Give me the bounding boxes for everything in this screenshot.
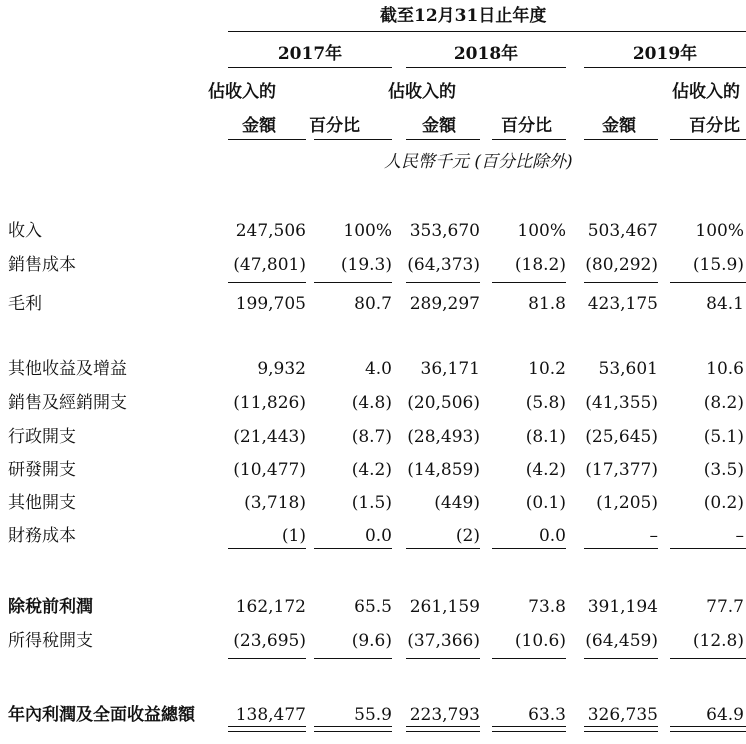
amount-cell: (25,645) [585,427,658,447]
row-label: 銷售成本 [8,255,76,275]
pct-underline-2017 [314,139,392,140]
subtotal-line [584,548,658,549]
pct-underline-2018 [492,139,566,140]
percent-cell: (4.2) [525,460,566,480]
amount-cell: (449) [434,493,480,513]
total-double-line [492,726,566,727]
amount-cell: (80,292) [585,255,658,275]
subtotal-line [228,548,306,549]
amount-underline-2017 [228,139,306,140]
year-header-2018: 2018年 [453,44,519,64]
row-label: 財務成本 [8,526,76,546]
subtotal-line [584,282,658,283]
percent-cell: (4.8) [351,393,392,413]
total-double-line [314,726,392,727]
subtotal-line [492,658,566,659]
percent-cell: 80.7 [354,294,392,314]
year-header-2019: 2019年 [632,44,698,64]
row-label: 行政開支 [8,427,76,447]
year-underline-2017 [228,67,392,68]
total-double-line [228,726,306,727]
percent-cell: (18.2) [514,255,566,275]
pct-header-top-2018: 佔收入的 [388,82,456,102]
year-header-2017: 2017年 [277,44,343,64]
subtotal-line [670,282,746,283]
percent-cell: 77.7 [706,597,744,617]
percent-cell: (15.9) [692,255,744,275]
subtotal-line [492,282,566,283]
year-underline-2019 [584,67,746,68]
pct-underline-2019 [670,139,746,140]
percent-cell: (5.1) [703,427,744,447]
subtotal-line [228,658,306,659]
amount-cell: (1,205) [596,493,658,513]
subtotal-line [406,282,480,283]
total-double-line [492,731,566,732]
subtotal-line [228,282,306,283]
unit-note: 人民幣千元 (百分比除外) [384,152,573,172]
amount-cell: (64,373) [407,255,480,275]
amount-cell: 138,477 [235,705,306,725]
total-double-line [406,731,480,732]
amount-cell: (14,859) [407,460,480,480]
subtotal-line [670,548,746,549]
percent-cell: (0.1) [525,493,566,513]
percent-cell: 10.6 [706,359,744,379]
subtotal-line [406,548,480,549]
amount-cell: (11,826) [233,393,306,413]
row-label: 研發開支 [8,460,76,480]
percent-cell: – [735,526,744,546]
amount-cell: 391,194 [587,597,658,617]
percent-cell: 63.3 [528,705,566,725]
percent-cell: (1.5) [351,493,392,513]
row-label: 銷售及經銷開支 [8,393,127,413]
amount-cell: (47,801) [233,255,306,275]
amount-cell: (1) [281,526,306,546]
subtotal-line [492,548,566,549]
amount-header-2017: 金額 [242,116,276,136]
pct-header-top-2019: 佔收入的 [672,82,740,102]
percent-cell: 65.5 [354,597,392,617]
amount-cell: (10,477) [233,460,306,480]
amount-cell: 503,467 [587,221,658,241]
total-double-line [314,731,392,732]
percent-cell: 73.8 [528,597,566,617]
amount-cell: 326,735 [587,705,658,725]
subtotal-line [670,658,746,659]
amount-cell: 261,159 [409,597,480,617]
amount-cell: 36,171 [420,359,480,379]
amount-cell: – [649,526,658,546]
total-double-line [228,731,306,732]
amount-cell: (28,493) [407,427,480,447]
subtotal-line [314,548,392,549]
year-underline-2018 [406,67,566,68]
row-label: 毛利 [8,294,42,314]
total-double-line [670,726,746,727]
row-label: 其他收益及增益 [8,359,127,379]
percent-cell: 81.8 [528,294,566,314]
percent-cell: 4.0 [364,359,392,379]
amount-cell: 223,793 [409,705,480,725]
percent-cell: (19.3) [340,255,392,275]
percent-cell: (8.2) [703,393,744,413]
percent-cell: 0.0 [538,526,566,546]
row-label: 收入 [8,221,42,241]
subtotal-line [584,658,658,659]
period-header: 截至12月31日止年度 [380,6,547,26]
amount-header-2019: 金額 [602,116,636,136]
amount-cell: 289,297 [409,294,480,314]
amount-cell: (20,506) [407,393,480,413]
pct-header-bottom-2018: 百分比 [501,116,552,136]
amount-cell: (23,695) [233,631,306,651]
percent-cell: 100% [517,221,566,241]
amount-header-2018: 金額 [422,116,456,136]
amount-cell: (41,355) [585,393,658,413]
percent-cell: (4.2) [351,460,392,480]
amount-cell: 199,705 [235,294,306,314]
percent-cell: 0.0 [364,526,392,546]
row-label: 年內利潤及全面收益總額 [8,705,195,725]
amount-cell: 9,932 [257,359,306,379]
percent-cell: (8.1) [525,427,566,447]
percent-cell: (5.8) [525,393,566,413]
amount-cell: 247,506 [235,221,306,241]
amount-cell: 423,175 [587,294,658,314]
total-double-line [584,726,658,727]
percent-cell: 100% [343,221,392,241]
percent-cell: (3.5) [703,460,744,480]
percent-cell: (9.6) [351,631,392,651]
row-label: 所得稅開支 [8,631,93,651]
pct-header-top-2017: 佔收入的 [208,82,276,102]
row-label: 其他開支 [8,493,76,513]
amount-cell: (3,718) [244,493,306,513]
amount-cell: (2) [455,526,480,546]
percent-cell: 55.9 [354,705,392,725]
subtotal-line [314,658,392,659]
amount-cell: (64,459) [585,631,658,651]
percent-cell: (0.2) [703,493,744,513]
period-underline [228,31,746,32]
total-double-line [670,731,746,732]
amount-cell: (21,443) [233,427,306,447]
amount-underline-2018 [406,139,480,140]
amount-underline-2019 [584,139,658,140]
amount-cell: (37,366) [407,631,480,651]
amount-cell: 162,172 [235,597,306,617]
percent-cell: 84.1 [706,294,744,314]
amount-cell: (17,377) [585,460,658,480]
subtotal-line [314,282,392,283]
amount-cell: 53,601 [598,359,658,379]
percent-cell: (12.8) [692,631,744,651]
pct-header-bottom-2017: 百分比 [309,116,360,136]
pct-header-bottom-2019: 百分比 [689,116,740,136]
amount-cell: 353,670 [409,221,480,241]
subtotal-line [406,658,480,659]
percent-cell: 10.2 [528,359,566,379]
total-double-line [584,731,658,732]
percent-cell: (10.6) [514,631,566,651]
total-double-line [406,726,480,727]
percent-cell: 64.9 [706,705,744,725]
row-label: 除稅前利潤 [8,597,93,617]
percent-cell: 100% [695,221,744,241]
percent-cell: (8.7) [351,427,392,447]
